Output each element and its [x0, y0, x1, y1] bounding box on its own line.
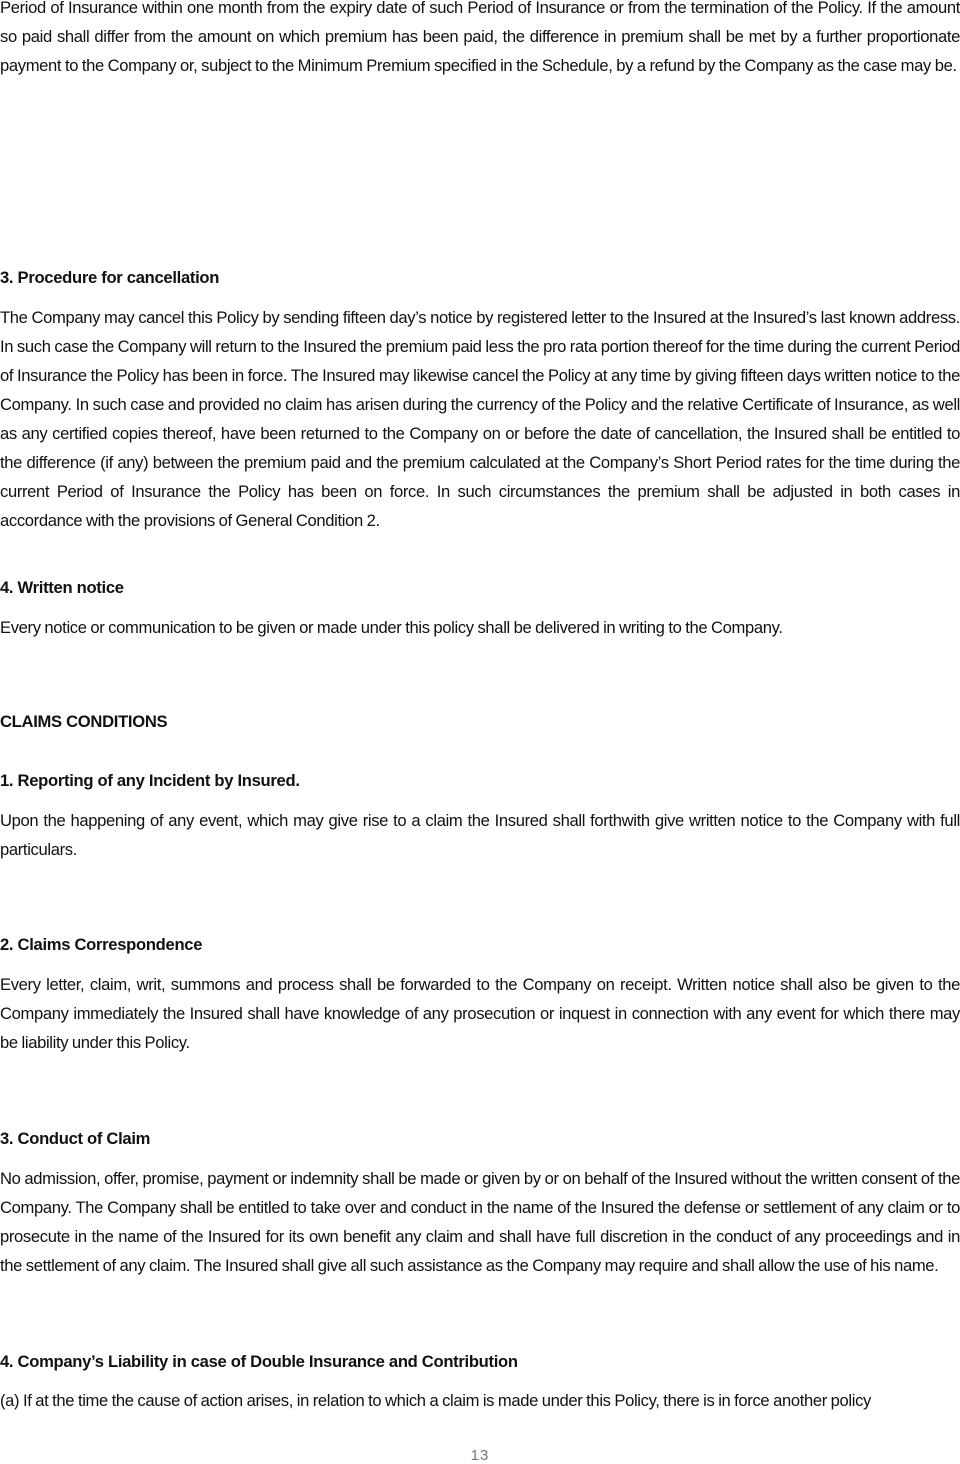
heading-procedure-for-cancellation: 3. Procedure for cancellation [0, 268, 220, 287]
heading-reporting-incident: 1. Reporting of any Incident by Insured. [0, 771, 300, 790]
body-claims-correspondence: Every letter, claim, writ, summons and process shall be forwarded to the Company on receipt. Written notice shall also be given to the Company immediately the Insured shall have knowledge of any prosecution or inquest in connection with any event for which there may be liability under this Policy. [0, 975, 960, 1052]
heading-conduct-of-claim: 3. Conduct of Claim [0, 1129, 151, 1148]
heading-written-notice: 4. Written notice [0, 578, 124, 597]
body-double-insurance: (a) If at the time the cause of action arises, in relation to which a claim is made under this Policy, there is in force another policy [0, 1391, 871, 1410]
carryover-paragraph: Period of Insurance within one month from the expiry date of such Period of Insurance or from the termination of the Policy. If the amount so paid shall differ from the amount on which premium has been paid, the difference in premium shall be met by a further proportionate payment to the Company or, subject to the Minimum Premium specified in the Schedule, by a refund by the Company as the case may be. [0, 0, 960, 75]
body-written-notice: Every notice or communication to be given or made under this policy shall be delivered in writing to the Company. [0, 618, 783, 637]
claims-conditions-title: CLAIMS CONDITIONS [0, 712, 168, 731]
body-procedure-for-cancellation: The Company may cancel this Policy by sending fifteen day’s notice by registered letter to the Insured at the Insured’s last known address. In such case the Company will return to the Insured the premium paid less the pro rata portion thereof for the time during the current Period of Insurance the Policy has been in force. The Insured may likewise cancel the Policy at any time by giving fifteen days written notice to the Company. In such case and provided no claim has arisen during the currency of the Policy and the relative Certificate of Insurance, as well as any certified copies thereof, have been returned to the Company on or before the date of cancellation, the Insured shall be entitled to the difference (if any) between the premium paid and the premium calculated at the Company’s Short Period rates for the time during the current Period of Insurance the Policy has been on force. In such circumstances the premium shall be adjusted in both cases in accordance with the provisions of General Condition 2. [0, 308, 960, 530]
heading-double-insurance: 4. Company’s Liability in case of Double Insurance and Contribution [0, 1352, 518, 1371]
page-number: 13 [470, 1447, 490, 1464]
heading-claims-correspondence: 2. Claims Correspondence [0, 935, 203, 954]
body-reporting-incident: Upon the happening of any event, which may give rise to a claim the Insured shall forthwith give written notice to the Company with full particulars. [0, 811, 960, 859]
body-conduct-of-claim: No admission, offer, promise, payment or indemnity shall be made or given by or on behalf of the Insured without the written consent of the Company. The Company shall be entitled to take over and conduct in the name of the Insured the defense or settlement of any claim or to prosecute in the name of the Insured for its own benefit any claim and shall have full discretion in the conduct of any proceedings and in the settlement of any claim. The Insured shall give all such assistance as the Company may require and shall allow the use of his name. [0, 1169, 960, 1275]
